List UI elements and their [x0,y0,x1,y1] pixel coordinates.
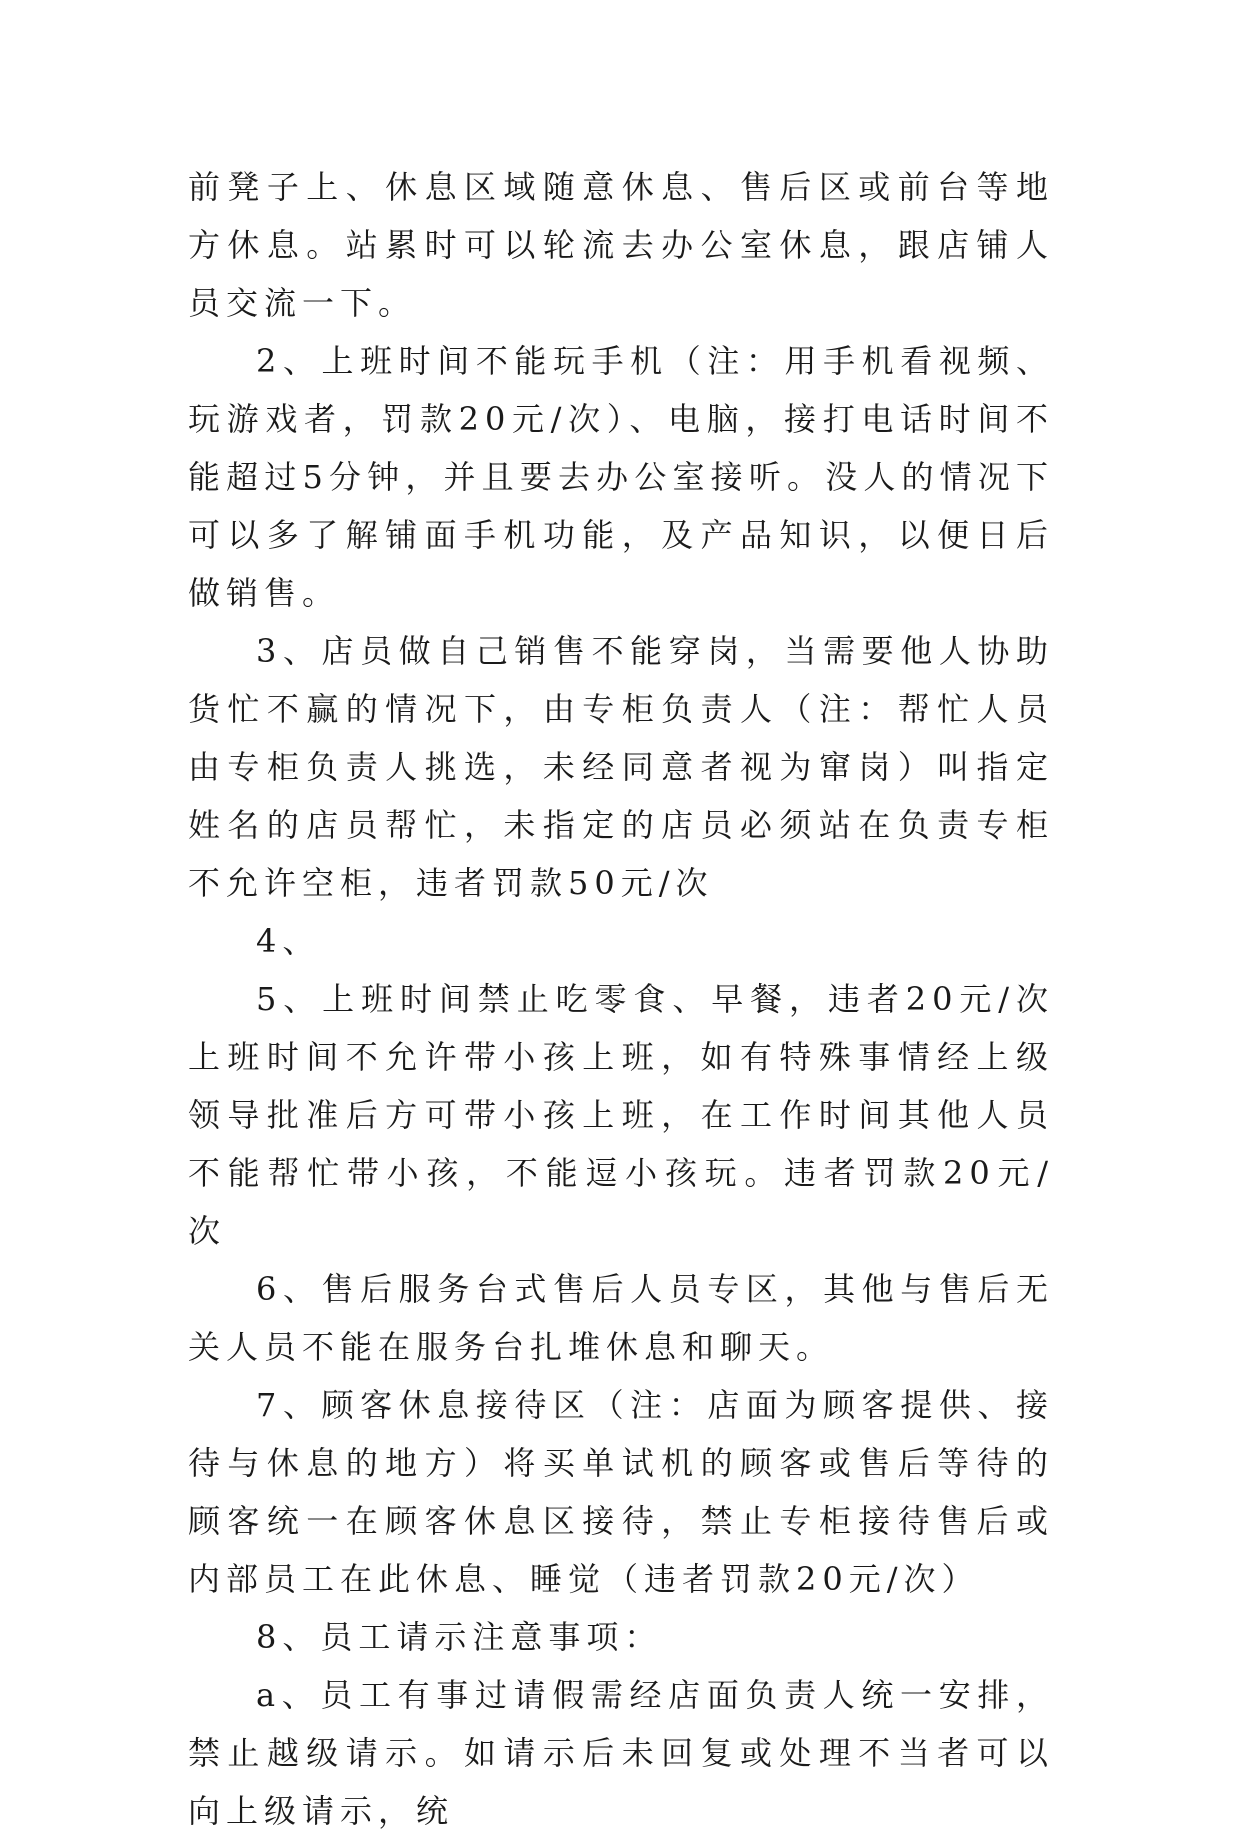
document-body [188,158,1054,1840]
paragraph-rule-5-food-children: 5、上班时间禁止吃零食、早餐，违者20元/次上班时间不允许带小孩上班，如有特殊事情经上级领导批准后方可带小孩上班，在工作时间其他人员不能帮忙带小孩，不能逗小孩玩。违者罚款20元/次 [188,980,1054,1250]
paragraph-rest-area: 前凳子上、休息区域随意休息、售后区或前台等地方休息。站累时可以轮流去办公室休息，跟店铺人员交流一下。 [188,168,1054,322]
paragraph-rule-7-reception: 7、顾客休息接待区（注：店面为顾客提供、接待与休息的地方）将买单试机的顾客或售后等待的顾客统一在顾客休息区接待，禁止专柜接待售后或内部员工在此休息、睡觉（违者罚款20元/次） [188,1386,1054,1598]
paragraph-rule-4: 4、 [256,922,321,960]
paragraph-rule-8-requests: 8、员工请示注意事项： [256,1618,663,1656]
paragraph-rule-3-post: 3、店员做自己销售不能穿岗，当需要他人协助货忙不赢的情况下，由专柜负责人（注：帮忙人员由专柜负责人挑选，未经同意者视为窜岗）叫指定姓名的店员帮忙，未指定的店员必须站在负责专柜不允许空柜，违者罚款50元/次 [188,632,1054,902]
paragraph-rule-8a-leave: a、员工有事过请假需经店面负责人统一安排，禁止越级请示。如请示后未回复或处理不当者可以向上级请示，统 [188,1676,1054,1830]
paragraph-rule-2-phone: 2、上班时间不能玩手机（注：用手机看视频、玩游戏者，罚款20元/次）、电脑，接打电话时间不能超过5分钟，并且要去办公室接听。没人的情况下可以多了解铺面手机功能，及产品知识，以便日后做销售。 [188,342,1054,612]
paragraph-rule-6-service-desk: 6、售后服务台式售后人员专区，其他与售后无关人员不能在服务台扎堆休息和聊天。 [188,1270,1054,1366]
